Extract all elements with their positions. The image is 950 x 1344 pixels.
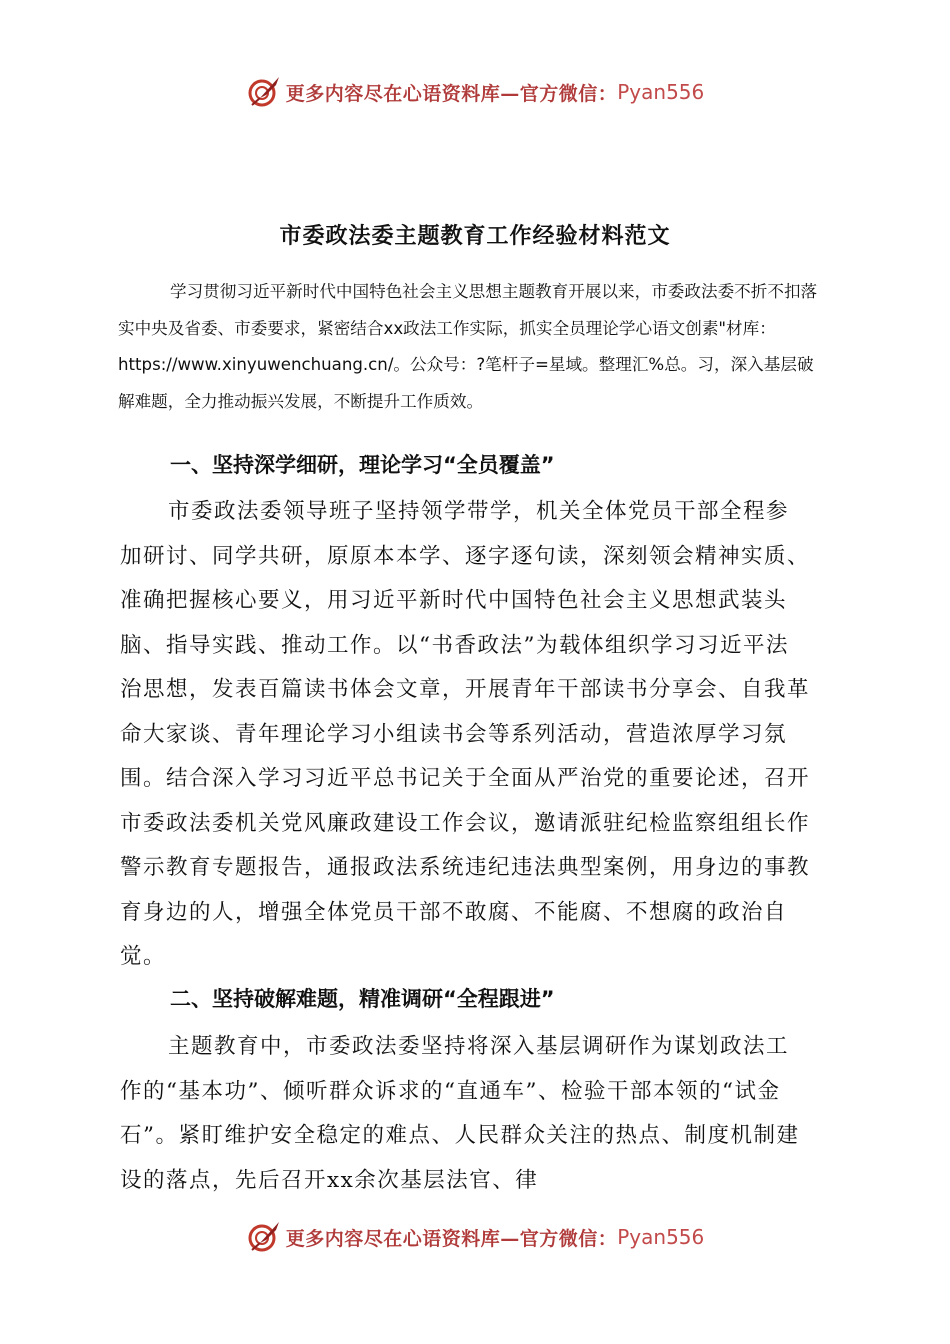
footer-banner bbox=[0, 1215, 950, 1259]
section-body-2: 主题教育中，市委政法委坚持将深入基层调研作为谋划政法工作的“基本功”、倾听群众诉求的“直通车”、检验干部本领的“试金石”。紧盯维护安全稳定的难点、人民群众关注的热点、制度机制建设的落点，先后召开xx余次基层法官、律 bbox=[120, 1034, 800, 1193]
banner-wechat-id: Pyan556 bbox=[617, 1225, 705, 1249]
header-banner bbox=[0, 70, 950, 114]
banner-text: 更多内容尽在心语资料库—官方微信： bbox=[285, 1227, 618, 1250]
intro-paragraph: 学习贯彻习近平新时代中国特色社会主义思想主题教育开展以来，市委政法委不折不扣落实中央及省委、市委要求，紧密结合xx政法工作实际，抓实全员理论学心语文创素"材库：https://www.xinyuwenchuang.cn/。公众号：?笔杆子=星域。整理汇%总。习，深入基层破解难题，全力推动振兴发展，不断提升工作质效。 bbox=[118, 282, 818, 411]
section-heading-1: 一、坚持深学细研，理论学习“全员覆盖” bbox=[170, 453, 555, 477]
section-body-1: 市委政法委领导班子坚持领学带学，机关全体党员干部全程参加研讨、同学共研，原原本本学、逐字逐句读，深刻领会精神实质、准确把握核心要义，用习近平新时代中国特色社会主义思想武装头脑、指导实践、推动工作。以“书香政法”为载体组织学习习近平法治思想，发表百篇读书体会文章，开展青年干部读书分享会、自我革命大家谈、青年理论学习小组读书会等系列活动，营造浓厚学习氛围。结合深入学习习近平总书记关于全面从严治党的重要论述，召开市委政法委机关党风廉政建设工作会议，邀请派驻纪检监察组组长作警示教育专题报告，通报政法系统违纪违法典型案例，用身边的事教育身边的人，增强全体党员干部不敢腐、不能腐、不想腐的政治自觉。 bbox=[120, 499, 811, 969]
banner-wechat-id: Pyan556 bbox=[617, 80, 705, 104]
document-title: 市委政法委主题教育工作经验材料范文 bbox=[279, 223, 671, 249]
quill-pen-logo-icon bbox=[246, 1219, 282, 1255]
quill-pen-logo-icon bbox=[246, 74, 282, 110]
banner-text: 更多内容尽在心语资料库—官方微信： bbox=[285, 82, 618, 105]
section-heading-2: 二、坚持破解难题，精准调研“全程跟进” bbox=[170, 987, 555, 1011]
